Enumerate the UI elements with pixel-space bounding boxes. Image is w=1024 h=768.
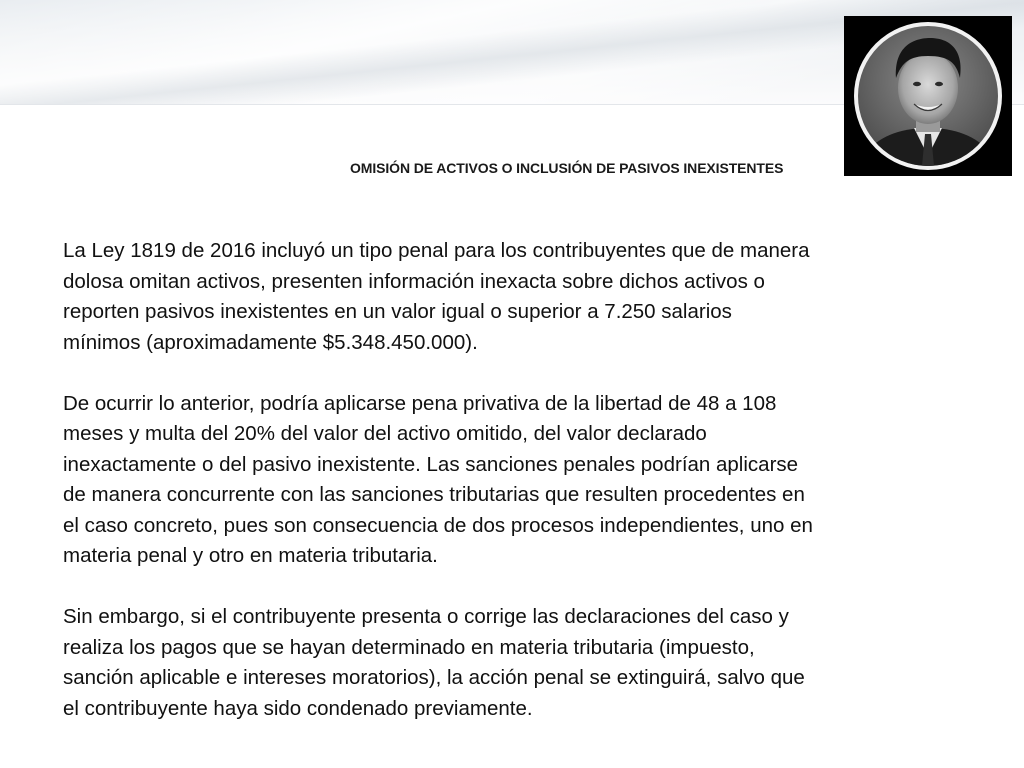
- slide-title: OMISIÓN DE ACTIVOS O INCLUSIÓN DE PASIVOS INEXISTENTES: [350, 160, 784, 176]
- body-text: [63, 236, 813, 755]
- paragraph-2: De ocurrir lo anterior, podría aplicarse pena privativa de la libertad de 48 a 108 meses y multa del 20% del valor del activo omitido, del valor declarado inexactamente o del pasivo inexistente. Las sanciones penales podrían aplicarse de manera concurrente con las sanciones tributarias que resulten procedentes en el caso concreto, pues son consecuencia de dos procesos independientes, uno en materia penal y otro en materia tributaria.: [63, 391, 813, 567]
- presenter-portrait: [844, 16, 1012, 176]
- paragraph-3: Sin embargo, si el contribuyente presenta o corrige las declaraciones del caso y realiza los pagos que se hayan determinado en materia tributaria (impuesto, sanción aplicable e intereses moratorios), la acción penal se extinguirá, salvo que el contribuyente haya sido condenado previamente.: [63, 605, 805, 720]
- paragraph-1: La Ley 1819 de 2016 incluyó un tipo penal para los contribuyentes que de manera dolosa omitan activos, presenten información inexacta sobre dichos activos o reporten pasivos inexistentes en un valor igual o superior a 7.250 salarios mínimos (aproximadamente $5.348.450.000).: [63, 239, 810, 354]
- portrait-avatar-icon: [844, 16, 1012, 176]
